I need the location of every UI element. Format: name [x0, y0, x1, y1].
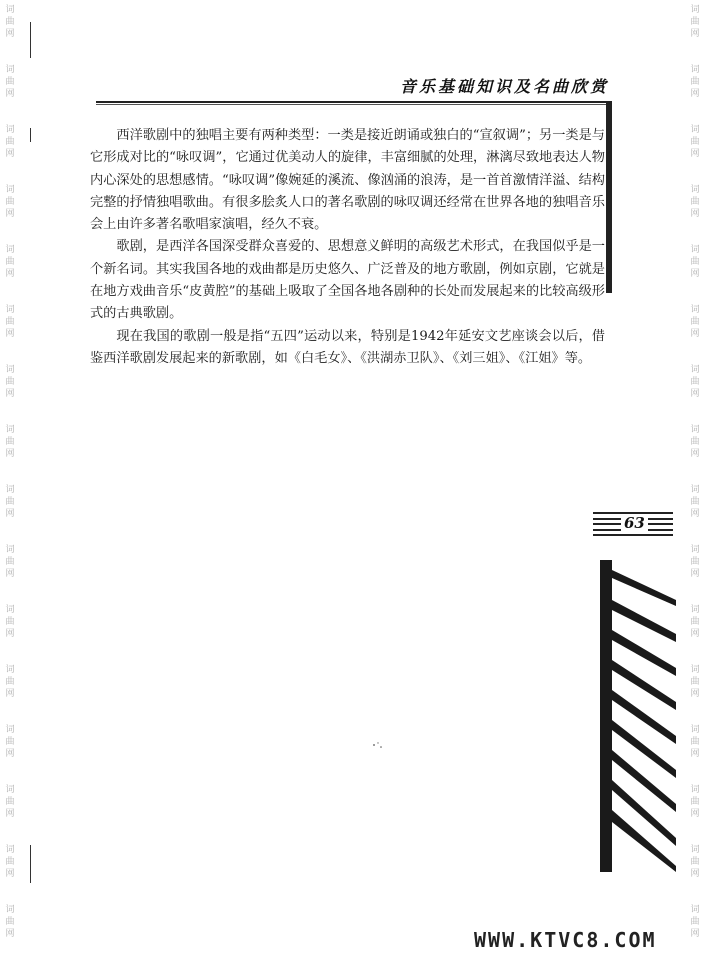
watermark-char: 词	[690, 785, 700, 795]
watermark-char: 曲	[690, 317, 700, 327]
watermark-char: 词	[5, 425, 15, 435]
watermark-char: 词	[5, 305, 15, 315]
watermark-char: 网	[5, 509, 15, 519]
watermark-char: 曲	[690, 77, 700, 87]
watermark-char: 词	[5, 665, 15, 675]
watermark-char: 网	[5, 29, 15, 39]
watermark-char: 曲	[5, 137, 15, 147]
page-number: 63	[621, 514, 648, 532]
watermark-group	[688, 364, 702, 400]
watermark-char: 词	[5, 65, 15, 75]
watermark-char: 网	[690, 449, 700, 459]
paragraph: 歌剧，是西洋各国深受群众喜爱的、思想意义鲜明的高级艺术形式，在我国似乎是一个新名词。其实我国各地的戏曲都是历史悠久、广泛普及的地方歌剧，例如京剧，它就是在地方戏曲音乐“皮黄腔”的基础上吸取了全国各地各剧种的长处而发展起来的比较高级形式的古典歌剧。	[90, 239, 605, 322]
watermark-char: 网	[690, 629, 700, 639]
watermark-group	[3, 244, 17, 280]
watermark-char: 网	[690, 209, 700, 219]
watermark-char: 曲	[690, 497, 700, 507]
header-rule	[96, 101, 612, 103]
watermark-char: 曲	[5, 737, 15, 747]
watermark-char: 网	[690, 329, 700, 339]
watermark-char: 网	[690, 29, 700, 39]
watermark-char: 曲	[5, 797, 15, 807]
paragraph: 现在我国的歌剧一般是指“五四”运动以来，特别是1942年延安文艺座谈会以后，借鉴西洋歌剧发展起来的新歌剧，如《白毛女》、《洪湖赤卫队》、《刘三姐》、《江姐》等。	[90, 328, 605, 366]
watermark-char: 网	[5, 149, 15, 159]
watermark-char: 词	[5, 5, 15, 15]
watermark-char: 曲	[690, 137, 700, 147]
watermark-char: 网	[5, 929, 15, 939]
watermark-group	[3, 64, 17, 100]
watermark-group	[3, 424, 17, 460]
watermark-group	[688, 724, 702, 760]
watermark-group	[688, 664, 702, 700]
watermark-char: 词	[690, 605, 700, 615]
watermark-group	[688, 64, 702, 100]
watermark-char: 词	[690, 125, 700, 135]
watermark-group	[688, 484, 702, 520]
watermark-char: 曲	[5, 917, 15, 927]
watermark-char: 词	[690, 305, 700, 315]
watermark-char: 曲	[5, 257, 15, 267]
watermark-char: 词	[690, 185, 700, 195]
watermark-char: 词	[690, 485, 700, 495]
watermark-group	[688, 544, 702, 580]
watermark-char: 网	[690, 149, 700, 159]
watermark-char: 词	[5, 725, 15, 735]
watermark-char: 网	[5, 269, 15, 279]
watermark-char: 词	[690, 425, 700, 435]
watermark-char: 网	[5, 689, 15, 699]
watermark-char: 曲	[690, 17, 700, 27]
watermark-char: 词	[5, 365, 15, 375]
watermark-char: 词	[690, 365, 700, 375]
watermark-char: 曲	[5, 557, 15, 567]
watermark-group	[3, 784, 17, 820]
sidebar-bar	[606, 103, 612, 293]
binding-edge-mark	[30, 128, 31, 142]
watermark-char: 曲	[5, 677, 15, 687]
watermark-group	[688, 844, 702, 880]
watermark-char: 词	[5, 185, 15, 195]
watermark-char: 曲	[690, 377, 700, 387]
watermark-column-left	[3, 0, 17, 978]
watermark-char: 曲	[5, 197, 15, 207]
decorative-stripe-block	[600, 560, 676, 872]
watermark-group	[688, 124, 702, 160]
watermark-group	[688, 904, 702, 940]
watermark-char: 词	[5, 545, 15, 555]
watermark-char: 词	[5, 125, 15, 135]
watermark-group	[3, 184, 17, 220]
scan-speck	[372, 741, 384, 749]
watermark-char: 词	[690, 845, 700, 855]
watermark-char: 网	[5, 89, 15, 99]
watermark-char: 网	[5, 869, 15, 879]
watermark-group	[3, 304, 17, 340]
watermark-group	[3, 544, 17, 580]
watermark-char: 曲	[5, 497, 15, 507]
watermark-char: 曲	[5, 317, 15, 327]
watermark-char: 网	[5, 569, 15, 579]
watermark-group	[3, 844, 17, 880]
watermark-char: 网	[5, 629, 15, 639]
watermark-char: 网	[690, 809, 700, 819]
watermark-char: 曲	[690, 857, 700, 867]
watermark-char: 曲	[690, 437, 700, 447]
watermark-char: 网	[690, 509, 700, 519]
page-number-box	[593, 512, 673, 536]
watermark-char: 网	[5, 809, 15, 819]
stripe-graphic	[600, 560, 676, 872]
watermark-char: 网	[690, 389, 700, 399]
footer-url: WWW.KTVC8.COM	[474, 928, 657, 952]
binding-edge-line-bottom	[30, 845, 31, 883]
watermark-group	[688, 424, 702, 460]
watermark-char: 网	[690, 749, 700, 759]
watermark-char: 曲	[690, 617, 700, 627]
watermark-char: 网	[5, 749, 15, 759]
watermark-group	[3, 364, 17, 400]
watermark-char: 词	[690, 905, 700, 915]
watermark-char: 网	[5, 449, 15, 459]
watermark-char: 网	[690, 929, 700, 939]
watermark-char: 网	[5, 209, 15, 219]
watermark-char: 词	[690, 725, 700, 735]
watermark-group	[3, 484, 17, 520]
watermark-char: 曲	[5, 377, 15, 387]
watermark-char: 曲	[690, 677, 700, 687]
header-rule-thin	[96, 104, 612, 105]
watermark-char: 曲	[5, 437, 15, 447]
watermark-char: 词	[5, 605, 15, 615]
watermark-char: 词	[690, 665, 700, 675]
watermark-group	[688, 604, 702, 640]
watermark-char: 词	[690, 65, 700, 75]
watermark-char: 网	[690, 869, 700, 879]
watermark-char: 词	[5, 485, 15, 495]
watermark-char: 曲	[5, 857, 15, 867]
watermark-group	[3, 904, 17, 940]
watermark-char: 曲	[690, 917, 700, 927]
watermark-group	[3, 604, 17, 640]
watermark-char: 曲	[690, 797, 700, 807]
body-text	[90, 125, 605, 370]
watermark-char: 曲	[5, 617, 15, 627]
watermark-group	[688, 784, 702, 820]
running-title: 音乐基础知识及名曲欣赏	[399, 77, 609, 96]
watermark-char: 词	[690, 5, 700, 15]
watermark-char: 词	[690, 245, 700, 255]
watermark-char: 曲	[690, 737, 700, 747]
watermark-char: 网	[5, 389, 15, 399]
watermark-group	[688, 304, 702, 340]
watermark-group	[688, 244, 702, 280]
watermark-group	[3, 4, 17, 40]
watermark-group	[3, 724, 17, 760]
watermark-char: 词	[5, 905, 15, 915]
binding-edge-line-top	[30, 22, 31, 58]
watermark-char: 词	[5, 245, 15, 255]
paragraph: 西洋歌剧中的独唱主要有两种类型：一类是接近朗诵或独白的“宣叙调”；另一类是与它形成对比的“咏叹调”，它通过优美动人的旋律，丰富细腻的处理，淋漓尽致地表达人物内心深处的思想感情。“咏叹调”像婉延的溪流、像汹涌的浪涛，是一首首激情洋溢、结构完整的抒情独唱歌曲。有很多脍炙人口的著名歌剧的咏叹调还经常在世界各地的独唱音乐会上由许多著名歌唱家演唱，经久不衰。	[90, 128, 605, 233]
watermark-group	[3, 664, 17, 700]
watermark-char: 词	[5, 785, 15, 795]
watermark-char: 曲	[5, 17, 15, 27]
watermark-char: 词	[690, 545, 700, 555]
watermark-char: 网	[690, 89, 700, 99]
watermark-char: 曲	[690, 197, 700, 207]
watermark-char: 曲	[690, 257, 700, 267]
watermark-char: 网	[690, 569, 700, 579]
watermark-char: 网	[690, 269, 700, 279]
watermark-char: 词	[5, 845, 15, 855]
watermark-group	[688, 4, 702, 40]
watermark-group	[3, 124, 17, 160]
watermark-char: 网	[690, 689, 700, 699]
watermark-group	[688, 184, 702, 220]
watermark-column-right	[688, 0, 702, 978]
watermark-char: 曲	[5, 77, 15, 87]
watermark-char: 曲	[690, 557, 700, 567]
watermark-char: 网	[5, 329, 15, 339]
